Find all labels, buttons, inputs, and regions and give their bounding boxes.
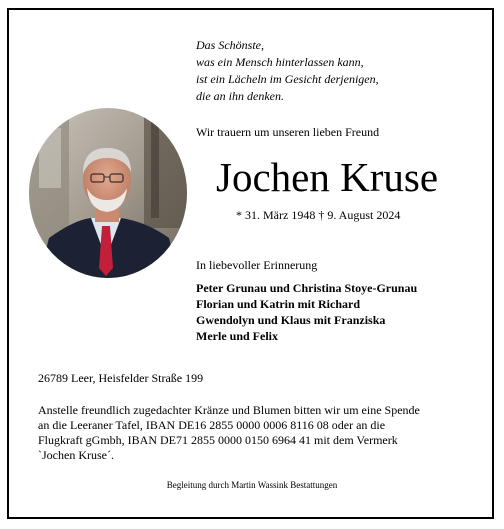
mourning-line: Wir trauern um unseren lieben Freund	[196, 125, 380, 139]
funeral-home-credit: Begleitung durch Martin Wassink Bestattungen	[166, 480, 338, 490]
poem-line: Das Schönste,	[196, 38, 264, 52]
poem-line: ist ein Lächeln im Gesicht derjenigen,	[196, 72, 379, 86]
memory-line: In liebevoller Erinnerung	[196, 258, 318, 272]
poem	[196, 37, 379, 105]
portrait-image	[29, 108, 187, 278]
donation-line: Flugkraft gGmbh, IBAN DE71 2855 0000 0150 6964 41 mit dem Vermerk	[38, 433, 398, 447]
deceased-name: Jochen Kruse	[216, 154, 439, 200]
donation-line: an die Leeraner Tafel, IBAN DE16 2855 0000 0006 8116 08 oder an die	[38, 418, 386, 432]
donation-line: Anstelle freundlich zugedachter Kränze und Blumen bitten wir um eine Spende	[38, 403, 420, 417]
donation-request	[38, 403, 478, 463]
donation-line: `Jochen Kruse´.	[38, 448, 114, 462]
life-dates: * 31. März 1948 † 9. August 2024	[236, 208, 401, 222]
mourner-line: Florian und Katrin mit Richard	[196, 297, 361, 311]
poem-line: die an ihn denken.	[196, 89, 284, 103]
poem-line: was ein Mensch hinterlassen kann,	[196, 55, 364, 69]
mourner-line: Peter Grunau und Christina Stoye-Grunau	[196, 281, 418, 295]
mourner-line: Merle und Felix	[196, 329, 278, 343]
mourner-line: Gwendolyn und Klaus mit Franziska	[196, 313, 386, 327]
address: 26789 Leer, Heisfelder Straße 199	[38, 371, 204, 385]
mourners-list	[196, 280, 417, 344]
portrait-photo	[29, 108, 187, 278]
